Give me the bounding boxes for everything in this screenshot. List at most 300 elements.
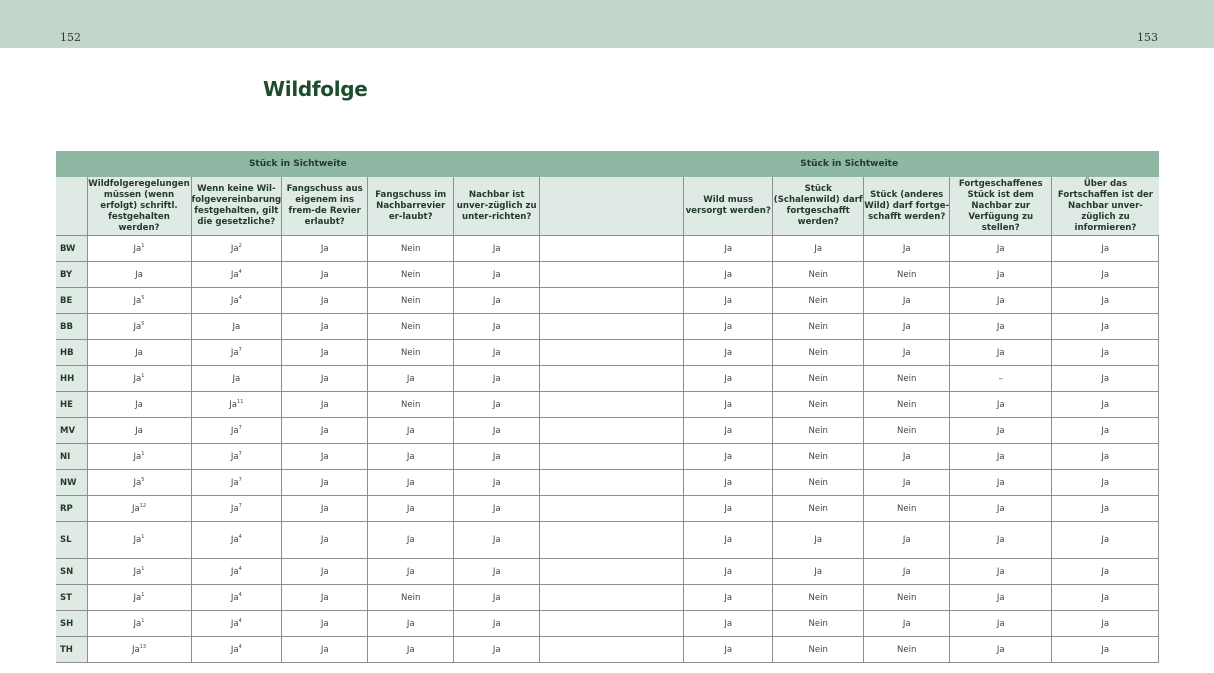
cell-value: Ja <box>902 535 911 545</box>
value-cell <box>454 340 540 366</box>
value-cell <box>87 262 191 288</box>
cell-value: Ja <box>1101 295 1110 306</box>
table-row <box>56 444 1159 470</box>
value-cell <box>1052 288 1159 314</box>
cell-value: Ja <box>724 618 733 629</box>
page-number-left: 152 <box>60 31 81 44</box>
group-header-right: Stück in Sichtweite <box>540 151 1159 177</box>
cell-value: Nein <box>808 592 828 603</box>
value-cell <box>87 288 191 314</box>
cell-value: Ja <box>902 477 911 488</box>
cell-value: Ja <box>320 347 329 358</box>
table-row <box>56 288 1159 314</box>
spacer-cell <box>540 470 684 496</box>
cell-value: Ja <box>320 243 329 254</box>
value-cell <box>87 392 191 418</box>
cell-value: Ja <box>232 373 241 384</box>
cell-value: Nein <box>897 399 917 410</box>
footnote-ref: 1 <box>141 450 145 457</box>
column-header-3: Fangschuss aus eigenem ins frem-de Revier erlaubt? <box>282 177 368 236</box>
column-header-10: Über das Fortschaffen ist der Nachbar unver-züglich zu informieren? <box>1052 177 1159 236</box>
cell-value: Ja <box>133 592 142 603</box>
value-cell <box>191 637 282 663</box>
state-cell: SN <box>56 559 87 585</box>
value-cell <box>87 496 191 522</box>
spacer-cell <box>540 559 684 585</box>
footnote-ref: 5 <box>141 320 145 327</box>
group-header-left: Stück in Sichtweite <box>56 151 540 177</box>
value-cell <box>950 637 1052 663</box>
value-cell <box>368 444 454 470</box>
value-cell <box>864 585 950 611</box>
table-body <box>56 236 1159 663</box>
value-cell <box>684 340 773 366</box>
page-header-band <box>0 0 1214 48</box>
column-header-state <box>56 177 87 236</box>
value-cell <box>950 611 1052 637</box>
cell-value: Nein <box>808 451 828 462</box>
state-cell: SH <box>56 611 87 637</box>
table-row <box>56 496 1159 522</box>
value-cell <box>454 288 540 314</box>
table-row <box>56 392 1159 418</box>
cell-value: Ja <box>133 373 142 384</box>
cell-value: Ja <box>131 644 140 655</box>
cell-value: Ja <box>724 295 733 306</box>
value-cell <box>368 366 454 392</box>
value-cell <box>454 637 540 663</box>
value-cell <box>773 340 864 366</box>
footnote-ref: 1 <box>141 591 145 598</box>
cell-value: Ja <box>724 373 733 384</box>
column-header-9: Fortgeschaffenes Stück ist dem Nachbar zur Verfügung zu stellen? <box>950 177 1052 236</box>
cell-value: Ja <box>406 503 415 514</box>
value-cell <box>454 496 540 522</box>
cell-value: Ja <box>996 399 1005 410</box>
cell-value: Ja <box>814 243 823 254</box>
cell-value: Ja <box>320 399 329 410</box>
cell-value: – <box>998 373 1003 384</box>
cell-value: Ja <box>724 535 733 545</box>
footnote-ref: 1 <box>141 372 145 379</box>
value-cell <box>87 314 191 340</box>
value-cell <box>773 559 864 585</box>
spacer-cell <box>540 262 684 288</box>
cell-value: Ja <box>320 477 329 488</box>
value-cell <box>950 392 1052 418</box>
value-cell <box>773 392 864 418</box>
value-cell <box>87 637 191 663</box>
value-cell <box>87 340 191 366</box>
footnote-ref: 4 <box>238 591 242 598</box>
footnote-ref: 1 <box>141 242 145 249</box>
cell-value: Ja <box>724 477 733 488</box>
cell-value: Nein <box>897 269 917 280</box>
group-header-row <box>56 151 1159 177</box>
value-cell <box>684 418 773 444</box>
value-cell <box>282 585 368 611</box>
cell-value: Ja <box>724 592 733 603</box>
cell-value: Ja <box>996 644 1005 655</box>
value-cell <box>454 366 540 392</box>
value-cell <box>684 585 773 611</box>
cell-value: Ja <box>230 592 239 603</box>
footnote-ref: 4 <box>238 565 242 572</box>
value-cell <box>454 418 540 444</box>
cell-value: Ja <box>320 295 329 306</box>
value-cell <box>864 444 950 470</box>
value-cell <box>282 418 368 444</box>
state-cell: HB <box>56 340 87 366</box>
value-cell <box>684 236 773 262</box>
value-cell <box>368 559 454 585</box>
value-cell <box>864 522 950 559</box>
value-cell <box>454 314 540 340</box>
cell-value: Ja <box>133 566 142 577</box>
cell-value: Ja <box>133 295 142 306</box>
cell-value: Ja <box>230 425 239 436</box>
cell-value: Nein <box>808 321 828 332</box>
value-cell <box>950 559 1052 585</box>
value-cell <box>773 444 864 470</box>
value-cell <box>191 366 282 392</box>
value-cell <box>950 522 1052 559</box>
footnote-ref: 4 <box>238 617 242 624</box>
cell-value: Ja <box>996 269 1005 280</box>
cell-value: Ja <box>135 399 143 410</box>
cell-value: Ja <box>1101 451 1110 462</box>
cell-value: Ja <box>492 535 501 545</box>
state-cell: BB <box>56 314 87 340</box>
value-cell <box>368 236 454 262</box>
cell-value: Ja <box>1101 644 1110 655</box>
cell-value: Ja <box>230 503 239 514</box>
table-row <box>56 611 1159 637</box>
cell-value: Ja <box>320 566 329 577</box>
cell-value: Ja <box>1101 503 1110 514</box>
value-cell <box>773 288 864 314</box>
value-cell <box>773 637 864 663</box>
value-cell <box>191 262 282 288</box>
value-cell <box>1052 236 1159 262</box>
value-cell <box>191 611 282 637</box>
value-cell <box>864 611 950 637</box>
value-cell <box>368 418 454 444</box>
cell-value: Ja <box>1101 321 1110 332</box>
value-cell <box>864 559 950 585</box>
value-cell <box>87 559 191 585</box>
cell-value: Nein <box>808 477 828 488</box>
cell-value: Ja <box>724 566 733 577</box>
value-cell <box>368 522 454 559</box>
spacer-cell <box>540 522 684 559</box>
spacer-cell <box>540 288 684 314</box>
cell-value: Ja <box>996 592 1005 603</box>
value-cell <box>191 392 282 418</box>
cell-value: Ja <box>902 295 911 306</box>
cell-value: Ja <box>406 535 415 545</box>
cell-value: Ja <box>406 425 415 436</box>
cell-value: Ja <box>902 566 911 577</box>
value-cell <box>950 585 1052 611</box>
value-cell <box>454 262 540 288</box>
value-cell <box>87 611 191 637</box>
value-cell <box>368 611 454 637</box>
value-cell <box>684 392 773 418</box>
value-cell <box>1052 585 1159 611</box>
column-spacer <box>540 177 684 236</box>
cell-value: Ja <box>230 243 239 254</box>
cell-value: Ja <box>1101 618 1110 629</box>
footnote-ref: 5 <box>141 476 145 483</box>
value-cell <box>282 392 368 418</box>
table-row <box>56 340 1159 366</box>
value-cell <box>864 470 950 496</box>
value-cell <box>454 392 540 418</box>
cell-value: Ja <box>996 535 1005 545</box>
cell-value: Ja <box>1101 243 1110 254</box>
table-row <box>56 637 1159 663</box>
value-cell <box>87 585 191 611</box>
cell-value: Nein <box>401 269 421 280</box>
value-cell <box>950 314 1052 340</box>
cell-value: Ja <box>1101 535 1110 545</box>
cell-value: Ja <box>230 347 239 358</box>
footnote-ref: 1 <box>141 565 145 572</box>
table-row <box>56 262 1159 288</box>
cell-value: Ja <box>135 425 143 436</box>
value-cell <box>864 366 950 392</box>
value-cell <box>684 366 773 392</box>
value-cell <box>864 418 950 444</box>
value-cell <box>773 611 864 637</box>
cell-value: Ja <box>320 425 329 436</box>
cell-value: Ja <box>230 566 239 577</box>
value-cell <box>191 585 282 611</box>
spacer-cell <box>540 418 684 444</box>
footnote-ref: 7 <box>238 424 242 431</box>
value-cell <box>1052 522 1159 559</box>
column-header-4: Fangschuss im Nachbarrevier er-laubt? <box>368 177 454 236</box>
cell-value: Ja <box>492 373 501 384</box>
cell-value: Ja <box>724 644 733 655</box>
cell-value: Ja <box>135 269 143 280</box>
cell-value: Ja <box>320 618 329 629</box>
cell-value: Ja <box>724 425 733 436</box>
value-cell <box>368 288 454 314</box>
cell-value: Ja <box>996 321 1005 332</box>
state-cell: HE <box>56 392 87 418</box>
cell-value: Ja <box>996 295 1005 306</box>
cell-value: Ja <box>320 269 329 280</box>
value-cell <box>1052 496 1159 522</box>
cell-value: Ja <box>229 399 238 410</box>
value-cell <box>454 522 540 559</box>
value-cell <box>368 340 454 366</box>
value-cell <box>191 522 282 559</box>
cell-value: Ja <box>230 477 239 488</box>
cell-value: Ja <box>320 644 329 655</box>
cell-value: Ja <box>133 535 142 545</box>
value-cell <box>282 559 368 585</box>
value-cell <box>864 262 950 288</box>
footnote-ref: 7 <box>238 476 242 483</box>
cell-value: Ja <box>902 321 911 332</box>
cell-value: Nein <box>897 373 917 384</box>
cell-value: Nein <box>808 503 828 514</box>
value-cell <box>684 314 773 340</box>
column-header-row <box>56 177 1159 236</box>
cell-value: Ja <box>724 399 733 410</box>
state-cell: SL <box>56 522 87 559</box>
state-cell: ST <box>56 585 87 611</box>
cell-value: Nein <box>808 269 828 280</box>
value-cell <box>282 366 368 392</box>
cell-value: Nein <box>808 347 828 358</box>
value-cell <box>454 236 540 262</box>
cell-value: Nein <box>401 243 421 254</box>
value-cell <box>454 585 540 611</box>
value-cell <box>454 470 540 496</box>
spacer-cell <box>540 392 684 418</box>
value-cell <box>454 444 540 470</box>
value-cell <box>1052 366 1159 392</box>
value-cell <box>191 470 282 496</box>
value-cell <box>191 496 282 522</box>
value-cell <box>282 444 368 470</box>
table-row <box>56 314 1159 340</box>
cell-value: Ja <box>232 321 241 332</box>
value-cell <box>191 418 282 444</box>
value-cell <box>950 366 1052 392</box>
cell-value: Ja <box>996 566 1005 577</box>
footnote-ref: 5 <box>141 294 145 301</box>
cell-value: Ja <box>902 618 911 629</box>
page-number-right: 153 <box>1137 31 1158 44</box>
value-cell <box>864 637 950 663</box>
cell-value: Ja <box>320 451 329 462</box>
value-cell <box>1052 418 1159 444</box>
cell-value: Ja <box>230 618 239 629</box>
cell-value: Nein <box>401 592 421 603</box>
value-cell <box>368 392 454 418</box>
value-cell <box>684 288 773 314</box>
cell-value: Ja <box>230 269 239 280</box>
cell-value: Ja <box>492 347 501 358</box>
spacer-cell <box>540 496 684 522</box>
value-cell <box>282 340 368 366</box>
table-row <box>56 522 1159 559</box>
value-cell <box>191 314 282 340</box>
cell-value: Ja <box>492 425 501 436</box>
value-cell <box>282 288 368 314</box>
cell-value: Nein <box>401 295 421 306</box>
cell-value: Nein <box>808 295 828 306</box>
cell-value: Ja <box>996 425 1005 436</box>
value-cell <box>950 288 1052 314</box>
footnote-ref: 4 <box>238 268 242 275</box>
value-cell <box>1052 340 1159 366</box>
value-cell <box>950 236 1052 262</box>
value-cell <box>773 366 864 392</box>
value-cell <box>773 522 864 559</box>
state-cell: BY <box>56 262 87 288</box>
value-cell <box>368 585 454 611</box>
value-cell <box>864 236 950 262</box>
cell-value: Ja <box>492 321 501 332</box>
value-cell <box>773 418 864 444</box>
cell-value: Nein <box>897 503 917 514</box>
cell-value: Ja <box>996 451 1005 462</box>
value-cell <box>282 611 368 637</box>
value-cell <box>684 262 773 288</box>
footnote-ref: 7 <box>238 346 242 353</box>
column-header-6: Wild muss versorgt werden? <box>684 177 773 236</box>
cell-value: Ja <box>230 644 239 655</box>
cell-value: Ja <box>320 592 329 603</box>
footnote-ref: 4 <box>238 534 242 541</box>
footnote-ref: 7 <box>238 450 242 457</box>
cell-value: Ja <box>133 618 142 629</box>
cell-value: Ja <box>406 644 415 655</box>
cell-value: Ja <box>724 503 733 514</box>
cell-value: Ja <box>902 243 911 254</box>
value-cell <box>684 496 773 522</box>
value-cell <box>773 236 864 262</box>
value-cell <box>87 444 191 470</box>
footnote-ref: 13 <box>139 643 147 650</box>
state-cell: TH <box>56 637 87 663</box>
cell-value: Ja <box>492 451 501 462</box>
value-cell <box>191 288 282 314</box>
cell-value: Ja <box>406 618 415 629</box>
value-cell <box>684 559 773 585</box>
table-row <box>56 418 1159 444</box>
table-row <box>56 470 1159 496</box>
value-cell <box>684 444 773 470</box>
value-cell <box>282 637 368 663</box>
value-cell <box>773 314 864 340</box>
value-cell <box>87 418 191 444</box>
value-cell <box>87 470 191 496</box>
cell-value: Nein <box>401 321 421 332</box>
cell-value: Ja <box>492 566 501 577</box>
value-cell <box>368 496 454 522</box>
cell-value: Ja <box>1101 425 1110 436</box>
cell-value: Ja <box>320 503 329 514</box>
value-cell <box>1052 392 1159 418</box>
value-cell <box>191 559 282 585</box>
spacer-cell <box>540 611 684 637</box>
cell-value: Ja <box>724 269 733 280</box>
cell-value: Ja <box>1101 399 1110 410</box>
value-cell <box>950 340 1052 366</box>
footnote-ref: 1 <box>141 617 145 624</box>
cell-value: Ja <box>406 566 415 577</box>
value-cell <box>282 236 368 262</box>
spacer-cell <box>540 366 684 392</box>
cell-value: Ja <box>724 451 733 462</box>
state-cell: BE <box>56 288 87 314</box>
value-cell <box>864 496 950 522</box>
footnote-ref: 2 <box>238 242 242 249</box>
cell-value: Ja <box>996 243 1005 254</box>
table-row <box>56 559 1159 585</box>
value-cell <box>87 522 191 559</box>
cell-value: Ja <box>406 451 415 462</box>
value-cell <box>773 470 864 496</box>
value-cell <box>87 366 191 392</box>
